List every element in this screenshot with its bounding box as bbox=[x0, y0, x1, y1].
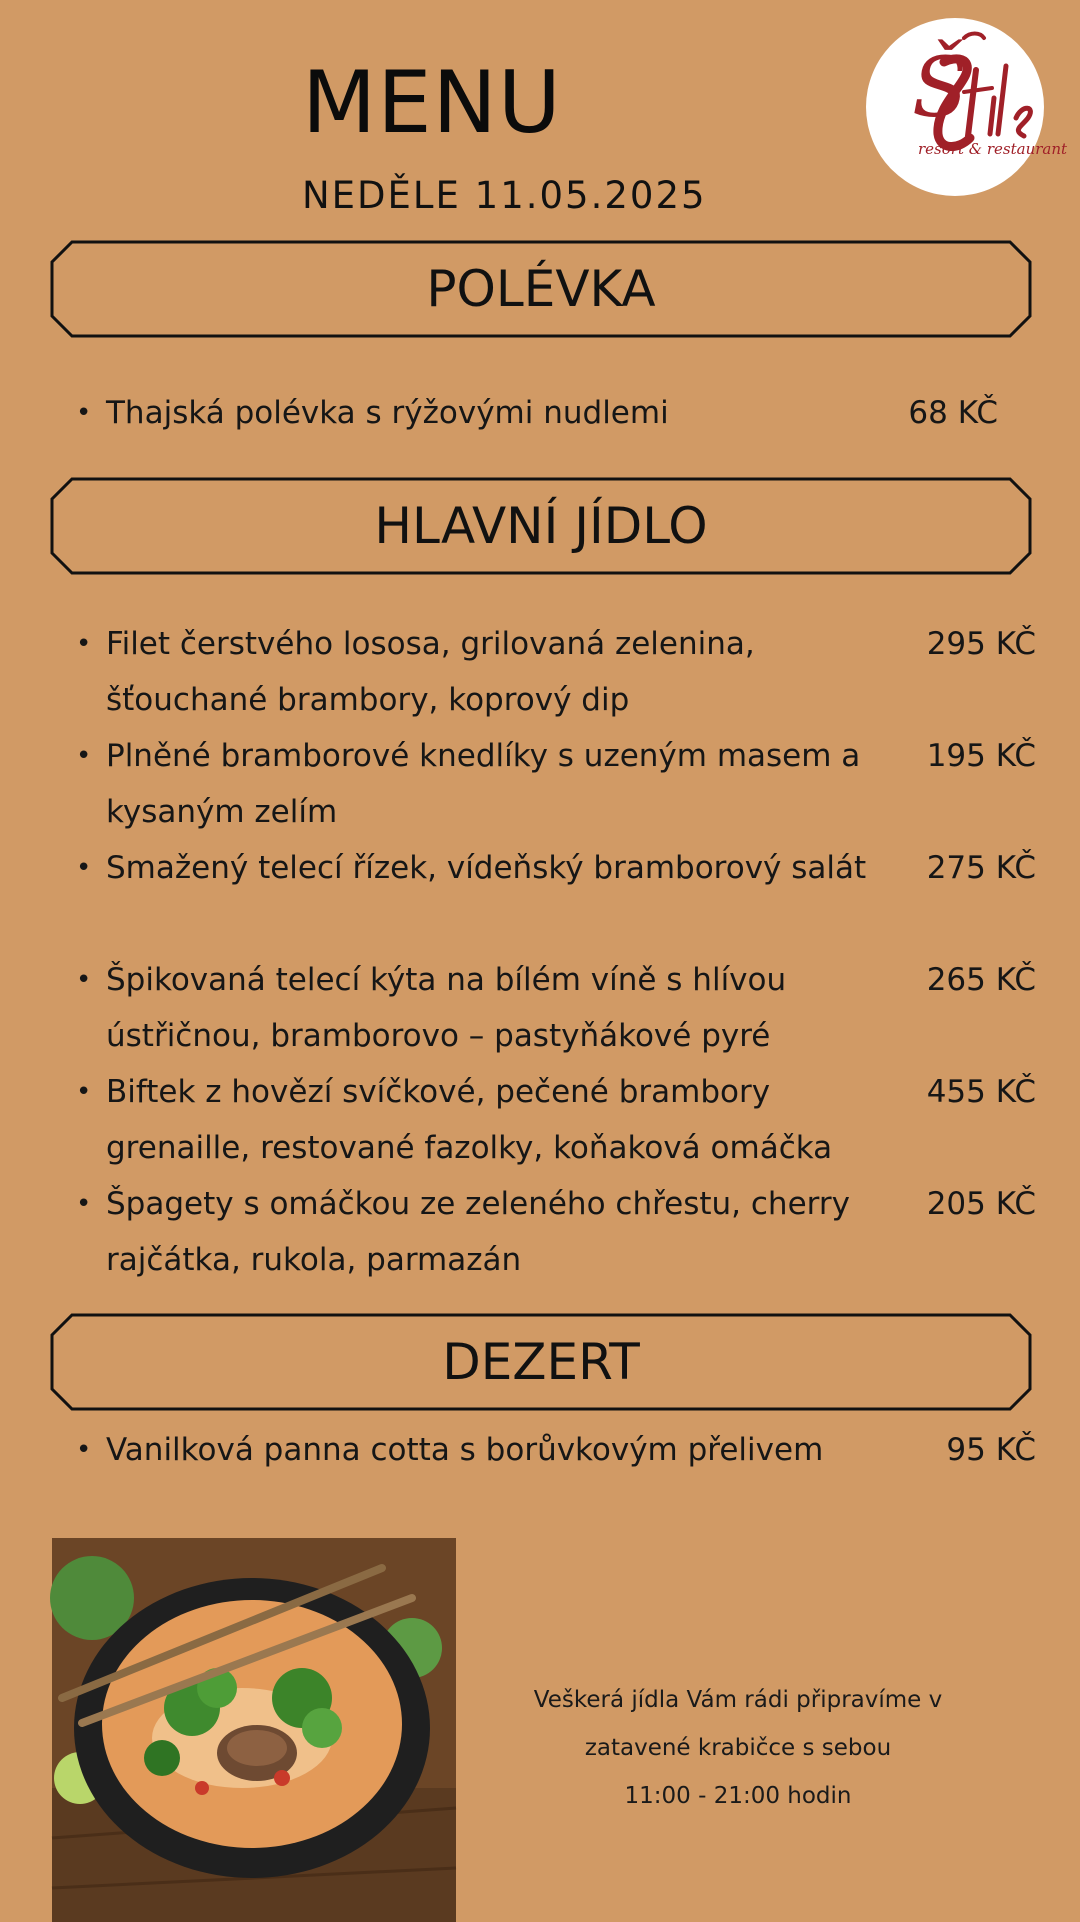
item-name: Špikovaná telecí kýta na bílém víně s hlívou ústřičnou, bramborovo – pastyňákové pyré bbox=[106, 962, 787, 1054]
section-header-main bbox=[50, 477, 1032, 575]
bullet: • bbox=[76, 1077, 92, 1107]
item-price: 195 KČ bbox=[926, 738, 1036, 774]
item-name: Špagety s omáčkou ze zeleného chřestu, cherry rajčátka, rukola, parmazán bbox=[106, 1186, 850, 1278]
note-line-1: Veškerá jídla Vám rádi připravíme v bbox=[533, 1687, 943, 1713]
item-price: 295 KČ bbox=[926, 626, 1036, 662]
menu-date: NEDĚLE 11.05.2025 bbox=[302, 174, 707, 217]
logo-mark: Š bbox=[912, 41, 969, 136]
item-price: 205 KČ bbox=[926, 1186, 1036, 1222]
opening-hours: 11:00 - 21:00 hodin bbox=[624, 1783, 852, 1809]
bullet: • bbox=[76, 629, 92, 659]
item-price: 95 KČ bbox=[946, 1432, 1036, 1468]
item-price: 275 KČ bbox=[926, 850, 1036, 886]
item-name: Filet čerstvého lososa, grilovaná zelenina, šťouchané brambory, koprový dip bbox=[106, 626, 755, 718]
item-price: 68 KČ bbox=[908, 395, 998, 431]
takeaway-note bbox=[478, 1676, 998, 1820]
bullet: • bbox=[76, 741, 92, 771]
bullet: • bbox=[76, 1435, 92, 1465]
soup-bowl-icon bbox=[52, 1538, 456, 1922]
bullet: • bbox=[76, 1189, 92, 1219]
section-title-dessert: DEZERT bbox=[442, 1333, 640, 1391]
logo-subtitle: resort & restaurant bbox=[918, 140, 1068, 158]
item-name: Biftek z hovězí svíčkové, pečené brambory grenaille, restované fazolky, koňaková omáčka bbox=[106, 1074, 833, 1166]
item-name: Plněné bramborové knedlíky s uzeným masem a kysaným zelím bbox=[106, 738, 861, 830]
restaurant-logo bbox=[866, 18, 1068, 196]
section-header-soup bbox=[50, 240, 1032, 338]
item-name: Vanilková panna cotta s borůvkovým přelivem bbox=[106, 1432, 824, 1468]
page-title: MENU bbox=[302, 53, 562, 153]
bullet: • bbox=[76, 965, 92, 995]
bullet: • bbox=[76, 853, 92, 883]
item-name: Thajská polévka s rýžovými nudlemi bbox=[106, 395, 669, 431]
note-line-2: zatavené krabičce s sebou bbox=[584, 1735, 892, 1761]
item-price: 265 KČ bbox=[926, 962, 1036, 998]
section-title-main: HLAVNÍ JÍDLO bbox=[374, 497, 708, 555]
section-header-dessert bbox=[50, 1313, 1032, 1411]
item-name: Smažený telecí řízek, vídeňský bramborový salát bbox=[106, 850, 867, 886]
section-title-soup: POLÉVKA bbox=[426, 260, 656, 318]
bullet: • bbox=[76, 398, 92, 428]
soup-bowl-photo bbox=[52, 1538, 456, 1922]
item-price: 455 KČ bbox=[926, 1074, 1036, 1110]
